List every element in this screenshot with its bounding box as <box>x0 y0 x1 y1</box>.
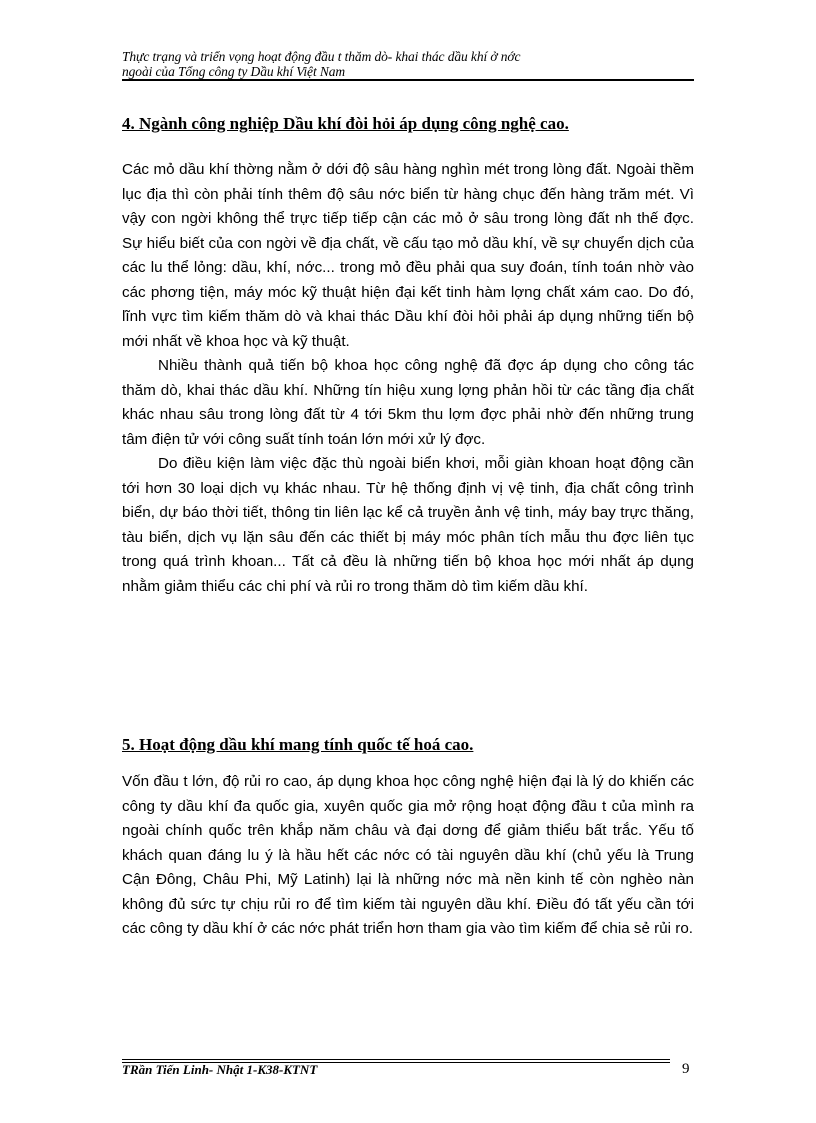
paragraph: Vốn đầu t lớn, độ rủi ro cao, áp dụng khoa học công nghệ hiện đại là lý do khiến các công ty dầu khí đa quốc gia, xuyên quốc gia mở rộng hoạt động đầu t của mình ra ngoài chính quốc trên khắp năm châu và đại dơng để giảm thiểu bất trắc. Yếu tố khách quan đáng lu ý là hầu hết các nớc có tài nguyên dầu khí (chủ yếu là Trung Cận Đông, Châu Phi, Mỹ Latinh) lại là những nớc mà nền kinh tế còn nghèo nàn không đủ sức tự chịu rủi ro để tìm kiếm tài nguyên dầu khí. Điều đó tất yếu cần tới các công ty dầu khí ở các nớc phát triển hơn tham gia vào tìm kiếm để chia sẻ rủi ro. <box>122 773 694 937</box>
footer-author: TRần Tiến Linh- Nhật 1-K38-KTNT <box>122 1062 318 1077</box>
paragraph: Các mỏ dầu khí thờng nằm ở dới độ sâu hàng nghìn mét trong lòng đất. Ngoài thềm lục địa thì còn phải tính thêm độ sâu nớc biển từ hàng chục đến hàng trăm mét. Vì vậy con ngời không thể trực tiếp tiếp cận các mỏ ở sâu trong lòng đất nh thế đợc. Sự hiểu biết của con ngời về địa chất, về cấu tạo mỏ dầu khí, về sự chuyển dịch của các lu thể lỏng: dầu, khí, nớc... trong mỏ đều phải qua suy đoán, tính toán nhờ vào các phơng tiện, máy móc kỹ thuật hiện đại kết tinh hàm lợng chất xám cao. Do đó, lĩnh vực tìm kiếm thăm dò và khai thác Dầu khí đòi hỏi phải áp dụng những tiến bộ mới nhất về khoa học và kỹ thuật. <box>122 161 694 350</box>
paragraph: Nhiều thành quả tiến bộ khoa học công nghệ đã đợc áp dụng cho công tác thăm dò, khai thác dầu khí. Những tín hiệu xung lợng phản hồi từ các tầng địa chất khác nhau sâu trong lòng đất từ 4 tới 5km thu lợm đợc phải nhờ đến những trung tâm điện tử với công suất tính toán lớn mới xử lý đợc. <box>122 357 694 448</box>
running-footer <box>122 1059 670 1082</box>
section-4-body <box>122 158 694 599</box>
section-5-body <box>122 770 694 942</box>
section-4-heading: 4. Ngành công nghiệp Dầu khí đòi hỏi áp dụng công nghệ cao. <box>122 114 569 133</box>
running-header <box>122 49 694 81</box>
header-line-2: ngoài của Tổng công ty Dầu khí Việt Nam <box>122 64 346 79</box>
page-number: 9 <box>682 1061 690 1077</box>
paragraph: Do điều kiện làm việc đặc thù ngoài biển khơi, mỗi giàn khoan hoạt động cần tới hơn 30 loại dịch vụ khác nhau. Từ hệ thống định vị vệ tinh, địa chất công trình biển, dự báo thời tiết, thông tin liên lạc kể cả truyền ảnh vệ tinh, máy bay trực thăng, tàu biển, dịch vụ lặn sâu đến các thiết bị máy móc phân tích mẫu thu đợc liên tục trong quá trình khoan... Tất cả đều là những tiến bộ khoa học mới nhất áp dụng nhằm giảm thiểu các chi phí và rủi ro trong thăm dò tìm kiếm dầu khí. <box>122 455 694 595</box>
section-5-heading: 5. Hoạt động dầu khí mang tính quốc tế hoá cao. <box>122 735 474 754</box>
header-line-1: Thực trạng và triển vọng hoạt động đầu t thăm dò- khai thác dầu khí ở nớc <box>122 49 521 64</box>
